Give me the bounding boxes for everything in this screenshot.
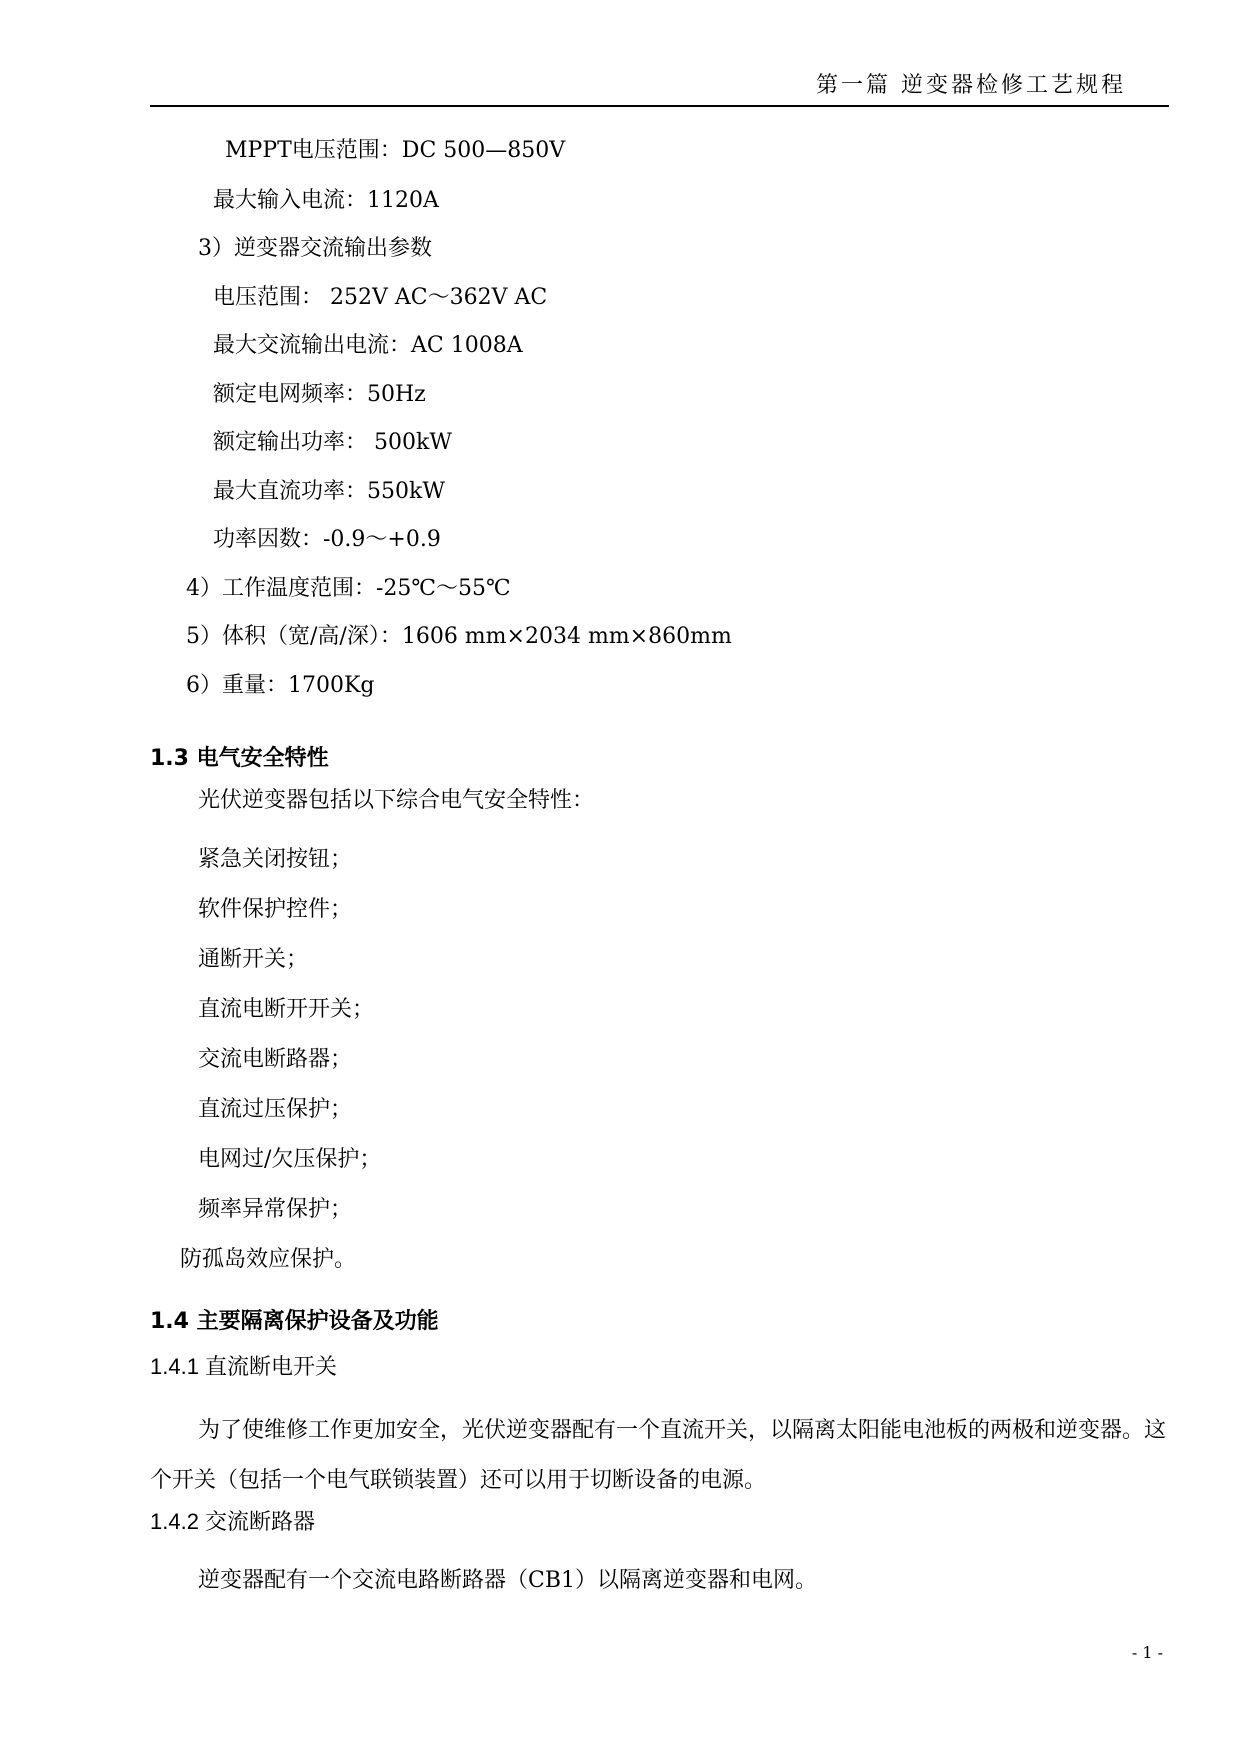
page-number: - 1 - (1131, 1643, 1163, 1662)
spec-line-power-factor: 功率因数：-0.9～+0.9 (213, 527, 441, 552)
section-1-3-intro: 光伏逆变器包括以下综合电气安全特性： (198, 788, 595, 813)
spec-line-mppt-voltage: MPPT电压范围：DC 500—850V (225, 138, 566, 163)
safety-feature-item: 软件保护控件； (198, 897, 353, 922)
spec-line-max-ac-output-current: 最大交流输出电流：AC 1008A (213, 333, 523, 358)
subsection-heading-1-4-2: 1.4.2 交流断路器 (150, 1509, 316, 1534)
section-heading-1-4: 1.4 主要隔离保护设备及功能 (150, 1309, 439, 1334)
spec-line-max-dc-power: 最大直流功率：550kW (213, 479, 445, 504)
subsection-1-4-2-text: 逆变器配有一个交流电路断路器（CB1）以隔离逆变器和电网。 (198, 1568, 817, 1593)
spec-line-ac-output-heading: 3）逆变器交流输出参数 (198, 236, 432, 261)
safety-feature-item: 直流过压保护； (198, 1097, 353, 1122)
safety-feature-item: 直流电断开开关； (198, 997, 375, 1022)
spec-line-voltage-range: 电压范围： 252V AC～362V AC (213, 285, 548, 310)
spec-line-dimensions: 5）体积（宽/高/深）：1606 mm×2034 mm×860mm (186, 624, 732, 649)
safety-feature-item: 通断开关； (198, 947, 309, 972)
spec-line-weight: 6）重量：1700Kg (186, 673, 375, 698)
spec-line-grid-frequency: 额定电网频率：50Hz (213, 382, 426, 407)
subsection-1-4-1-paragraph (150, 1406, 1170, 1506)
safety-feature-item: 频率异常保护； (198, 1197, 353, 1222)
safety-feature-item: 紧急关闭按钮； (198, 847, 353, 872)
spec-line-rated-output-power: 额定输出功率： 500kW (213, 430, 452, 455)
safety-feature-item: 交流电断路器； (198, 1047, 353, 1072)
section-heading-1-3: 1.3 电气安全特性 (150, 746, 329, 771)
subsection-heading-1-4-1: 1.4.1 直流断电开关 (150, 1354, 338, 1379)
safety-feature-item: 防孤岛效应保护。 (180, 1247, 357, 1272)
page-header-title: 第一篇 逆变器检修工艺规程 (816, 73, 1126, 98)
subsection-1-4-1-text: 为了使维修工作更加安全，光伏逆变器配有一个直流开关，以隔离太阳能电池板的两极和逆变器。这个开关（包括一个电气联锁装置）还可以用于切断设备的电源。 (150, 1418, 1167, 1493)
spec-line-max-input-current: 最大输入电流：1120A (213, 188, 439, 213)
spec-line-operating-temperature: 4）工作温度范围：-25℃～55℃ (186, 576, 511, 601)
header-rule (150, 105, 1169, 107)
safety-feature-item: 电网过/欠压保护； (198, 1147, 382, 1172)
